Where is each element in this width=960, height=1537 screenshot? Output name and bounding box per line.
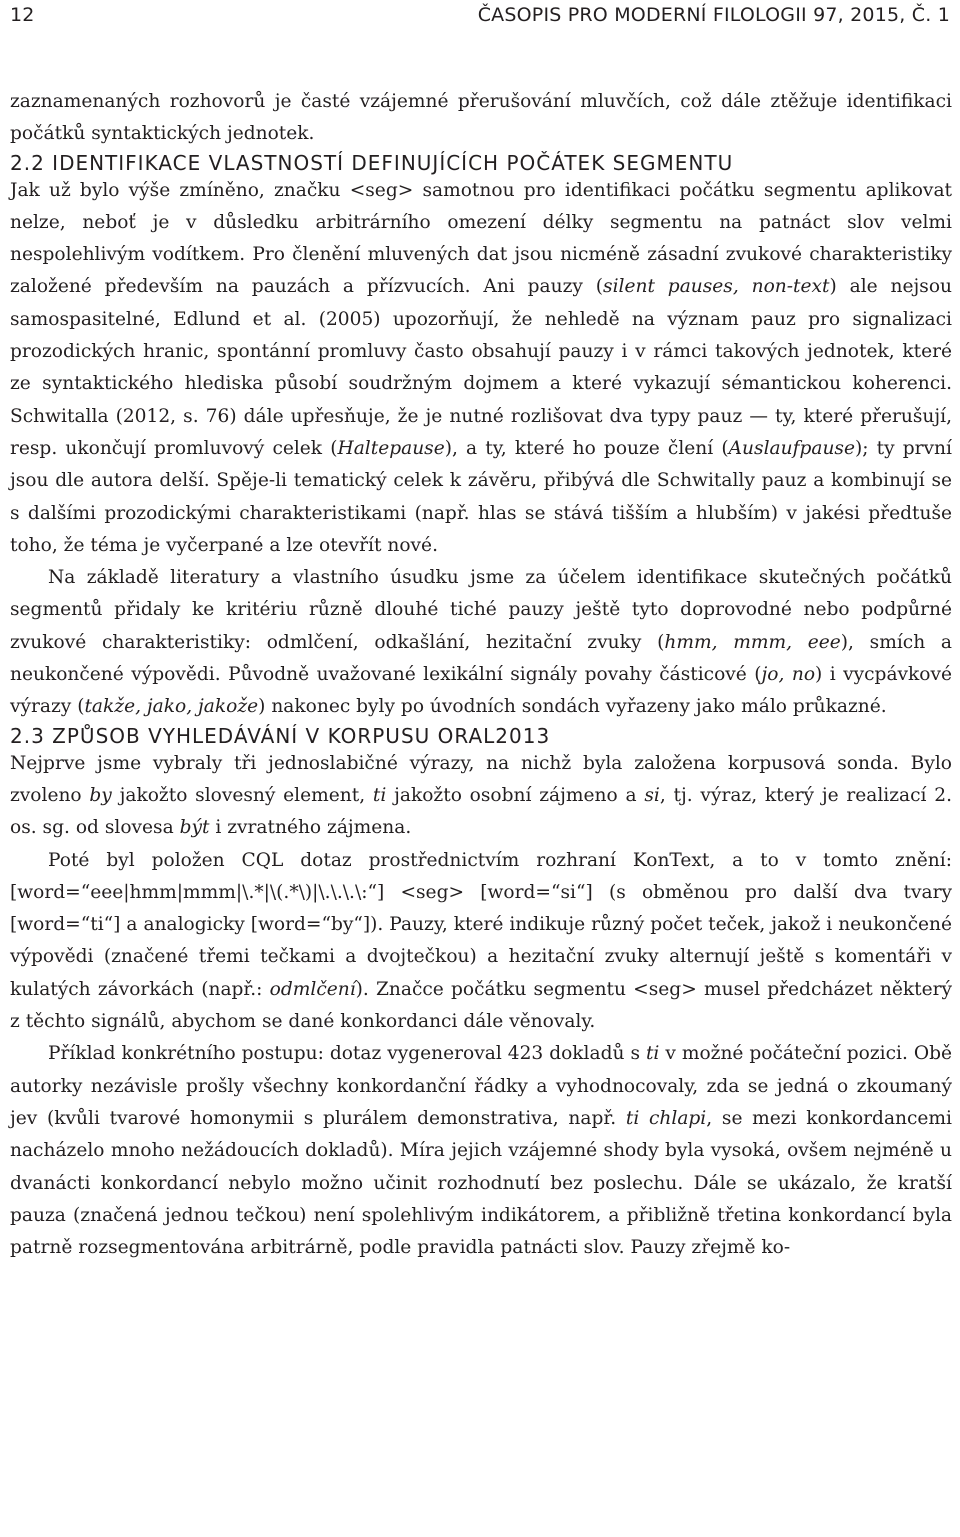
article-body bbox=[10, 86, 952, 1264]
text-run: zaznamenaných rozhovorů je časté vzájemné přerušování mluvčích, což dále ztěžuje identifikaci počátků syntaktických jednotek. bbox=[10, 91, 952, 145]
continuation-paragraph bbox=[10, 86, 952, 151]
text-run: ), a ty, které ho pouze člení ( bbox=[444, 437, 729, 459]
text-run: i zvratného zájmena. bbox=[209, 817, 412, 839]
text-run: Jak už bylo výše zmíněno, značku <seg> samotnou pro identifikaci počátku segmentu aplikovat nelze, neboť je v důsledku arbitrárního omezení délky segmentu na patnáct slov velmi nespolehlivým vodítkem. Pro členění mluvených dat jsou nicméně zásadní zvukové charakteristiky založené především na pauzách a přízvucích. Ani pauzy ( bbox=[10, 179, 952, 298]
italic-term: by bbox=[89, 784, 112, 806]
text-run: jakožto slovesný element, bbox=[111, 784, 373, 806]
section-heading-2-2: 2.2 IDENTIFIKACE VLASTNOSTÍ DEFINUJÍCÍCH POČÁTEK SEGMENTU bbox=[10, 150, 734, 175]
paragraph-criteria bbox=[10, 562, 952, 723]
italic-term: ti bbox=[645, 1043, 660, 1065]
text-run: ) ale nejsou samospasitelné, Edlund et al. (2005) upozorňují, že nehledě na význam pauz pro signalizaci prozodických hranic, spontánní promluvy často obsahují pauzy i v rámci takových jednotek, které ze syntaktického hlediska působí soudržným dojmem a které vykazují sémantickou koherenci. Schwitalla (2012, s. 76) dále upřesňuje, že je nutné rozlišovat dva typy pauz — ty, které přerušují, resp. ukončují promluvový celek ( bbox=[10, 276, 952, 459]
paragraph-seg-identification bbox=[10, 175, 952, 563]
text-run: ), smích a neukončené výpovědi. Původně uvažované lexikální signály povahy částicové ( bbox=[10, 631, 952, 686]
text-run: ) i vycpávkové výrazy ( bbox=[10, 664, 953, 718]
text-run: Nejprve jsme vybraly tři jednoslabičné výrazy, na nichž byla založena korpusová sonda. Bylo zvoleno bbox=[10, 752, 952, 806]
paragraph-example-procedure bbox=[10, 1038, 952, 1264]
running-head bbox=[10, 2, 950, 36]
text-run: , se mezi konkordancemi nacházelo mnoho nežádoucích dokladů). Míra jejich vzájemné shody byla vysoká, ovšem nejméně u dvanácti konkordancí nebylo možno učinit rozhodnutí bez poslechu. Dále se ukázalo, že kratší pauza (značená jednou tečkou) není spolehlivým indikátorem, a přibližně třetina konkordancí byla patrně rozsegmentována arbitrárně, podle pravidla patnácti slov. Pauzy zřejmě ko- bbox=[10, 1107, 953, 1259]
text-run: Příklad konkrétního postupu: dotaz vygeneroval 423 dokladů s bbox=[48, 1043, 646, 1065]
text-run: , tj. výraz, který je realizací 2. os. sg. od slovesa bbox=[10, 784, 953, 839]
italic-term: ti chlapi bbox=[625, 1107, 707, 1129]
italic-term: si bbox=[644, 784, 660, 806]
page-number: 12 bbox=[10, 4, 35, 26]
italic-term: jo, no bbox=[761, 664, 816, 686]
journal-title: ČASOPIS PRO MODERNÍ FILOLOGII 97, 2015, Č. 1 bbox=[477, 4, 950, 26]
section-heading-2-3: 2.3 ZPŮSOB VYHLEDÁVÁNÍ V KORPUSU ORAL2013 bbox=[10, 723, 551, 748]
text-run: v možné počáteční pozici. Obě autorky nezávisle prošly všechny konkordanční řádky a vyhodnocovaly, zda se jedná o zkoumaný jev (kvůli tvarové homonymii s plurálem demonstrativa, např. bbox=[10, 1043, 952, 1129]
italic-term: silent pauses, non-text bbox=[603, 276, 830, 298]
italic-term: Auslaufpause bbox=[728, 437, 855, 459]
italic-term: být bbox=[179, 817, 210, 839]
italic-term: hmm, mmm, eee bbox=[664, 631, 841, 653]
text-run: ). Značce počátku segmentu <seg> musel předcházet některý z těchto signálů, abychom se dané konkordanci dále věnovaly. bbox=[10, 978, 952, 1033]
text-run: ); ty první jsou dle autora delší. Spěje-li tematický celek k závěru, přibývá dle Schwitally pauz a kombinují se s dalšími prozodickými charakteristikami (např. hlas se stává tišším a hlubším) v jakési předtuše toho, že téma je vyčerpané a lze otevřít nové. bbox=[10, 437, 952, 556]
paragraph-cql-query bbox=[10, 845, 952, 1039]
italic-term: takže, jako, jakože bbox=[84, 696, 259, 718]
text-run: Na základě literatury a vlastního úsudku jsme za účelem identifikace skutečných počátků segmentů přidaly ke kritériu různě dlouhé tiché pauzy ještě tyto doprovodné nebo podpůrné zvukové charakteristiky: odmlčení, odkašlání, hezitační zvuky ( bbox=[10, 567, 952, 653]
italic-term: Haltepause bbox=[337, 437, 445, 459]
text-run: jakožto osobní zájmeno a bbox=[386, 784, 645, 806]
italic-term: ti bbox=[372, 784, 387, 806]
text-run: Poté byl položen CQL dotaz prostřednictvím rozhraní KonText, a to v tomto znění: [word=“eee|hmm|mmm|\.*|\(.*\)|\.\.\.\:“] <seg> [word=“si“] (s obměnou pro další dva tvary [word=“ti“] a analogicky [word=“by“]). Pauzy, které indikuje různý počet teček, jakož i neukončené výpovědi (značené třemi tečkami a dvojtečkou) a hezitační zvuky alternují ještě s komentáři v kulatých závorkách (např.: bbox=[10, 849, 952, 1000]
paragraph-probe-words bbox=[10, 748, 952, 845]
italic-term: odmlčení bbox=[269, 978, 356, 1000]
text-run: ) nakonec byly po úvodních sondách vyřazeny jako málo průkazné. bbox=[258, 696, 887, 718]
